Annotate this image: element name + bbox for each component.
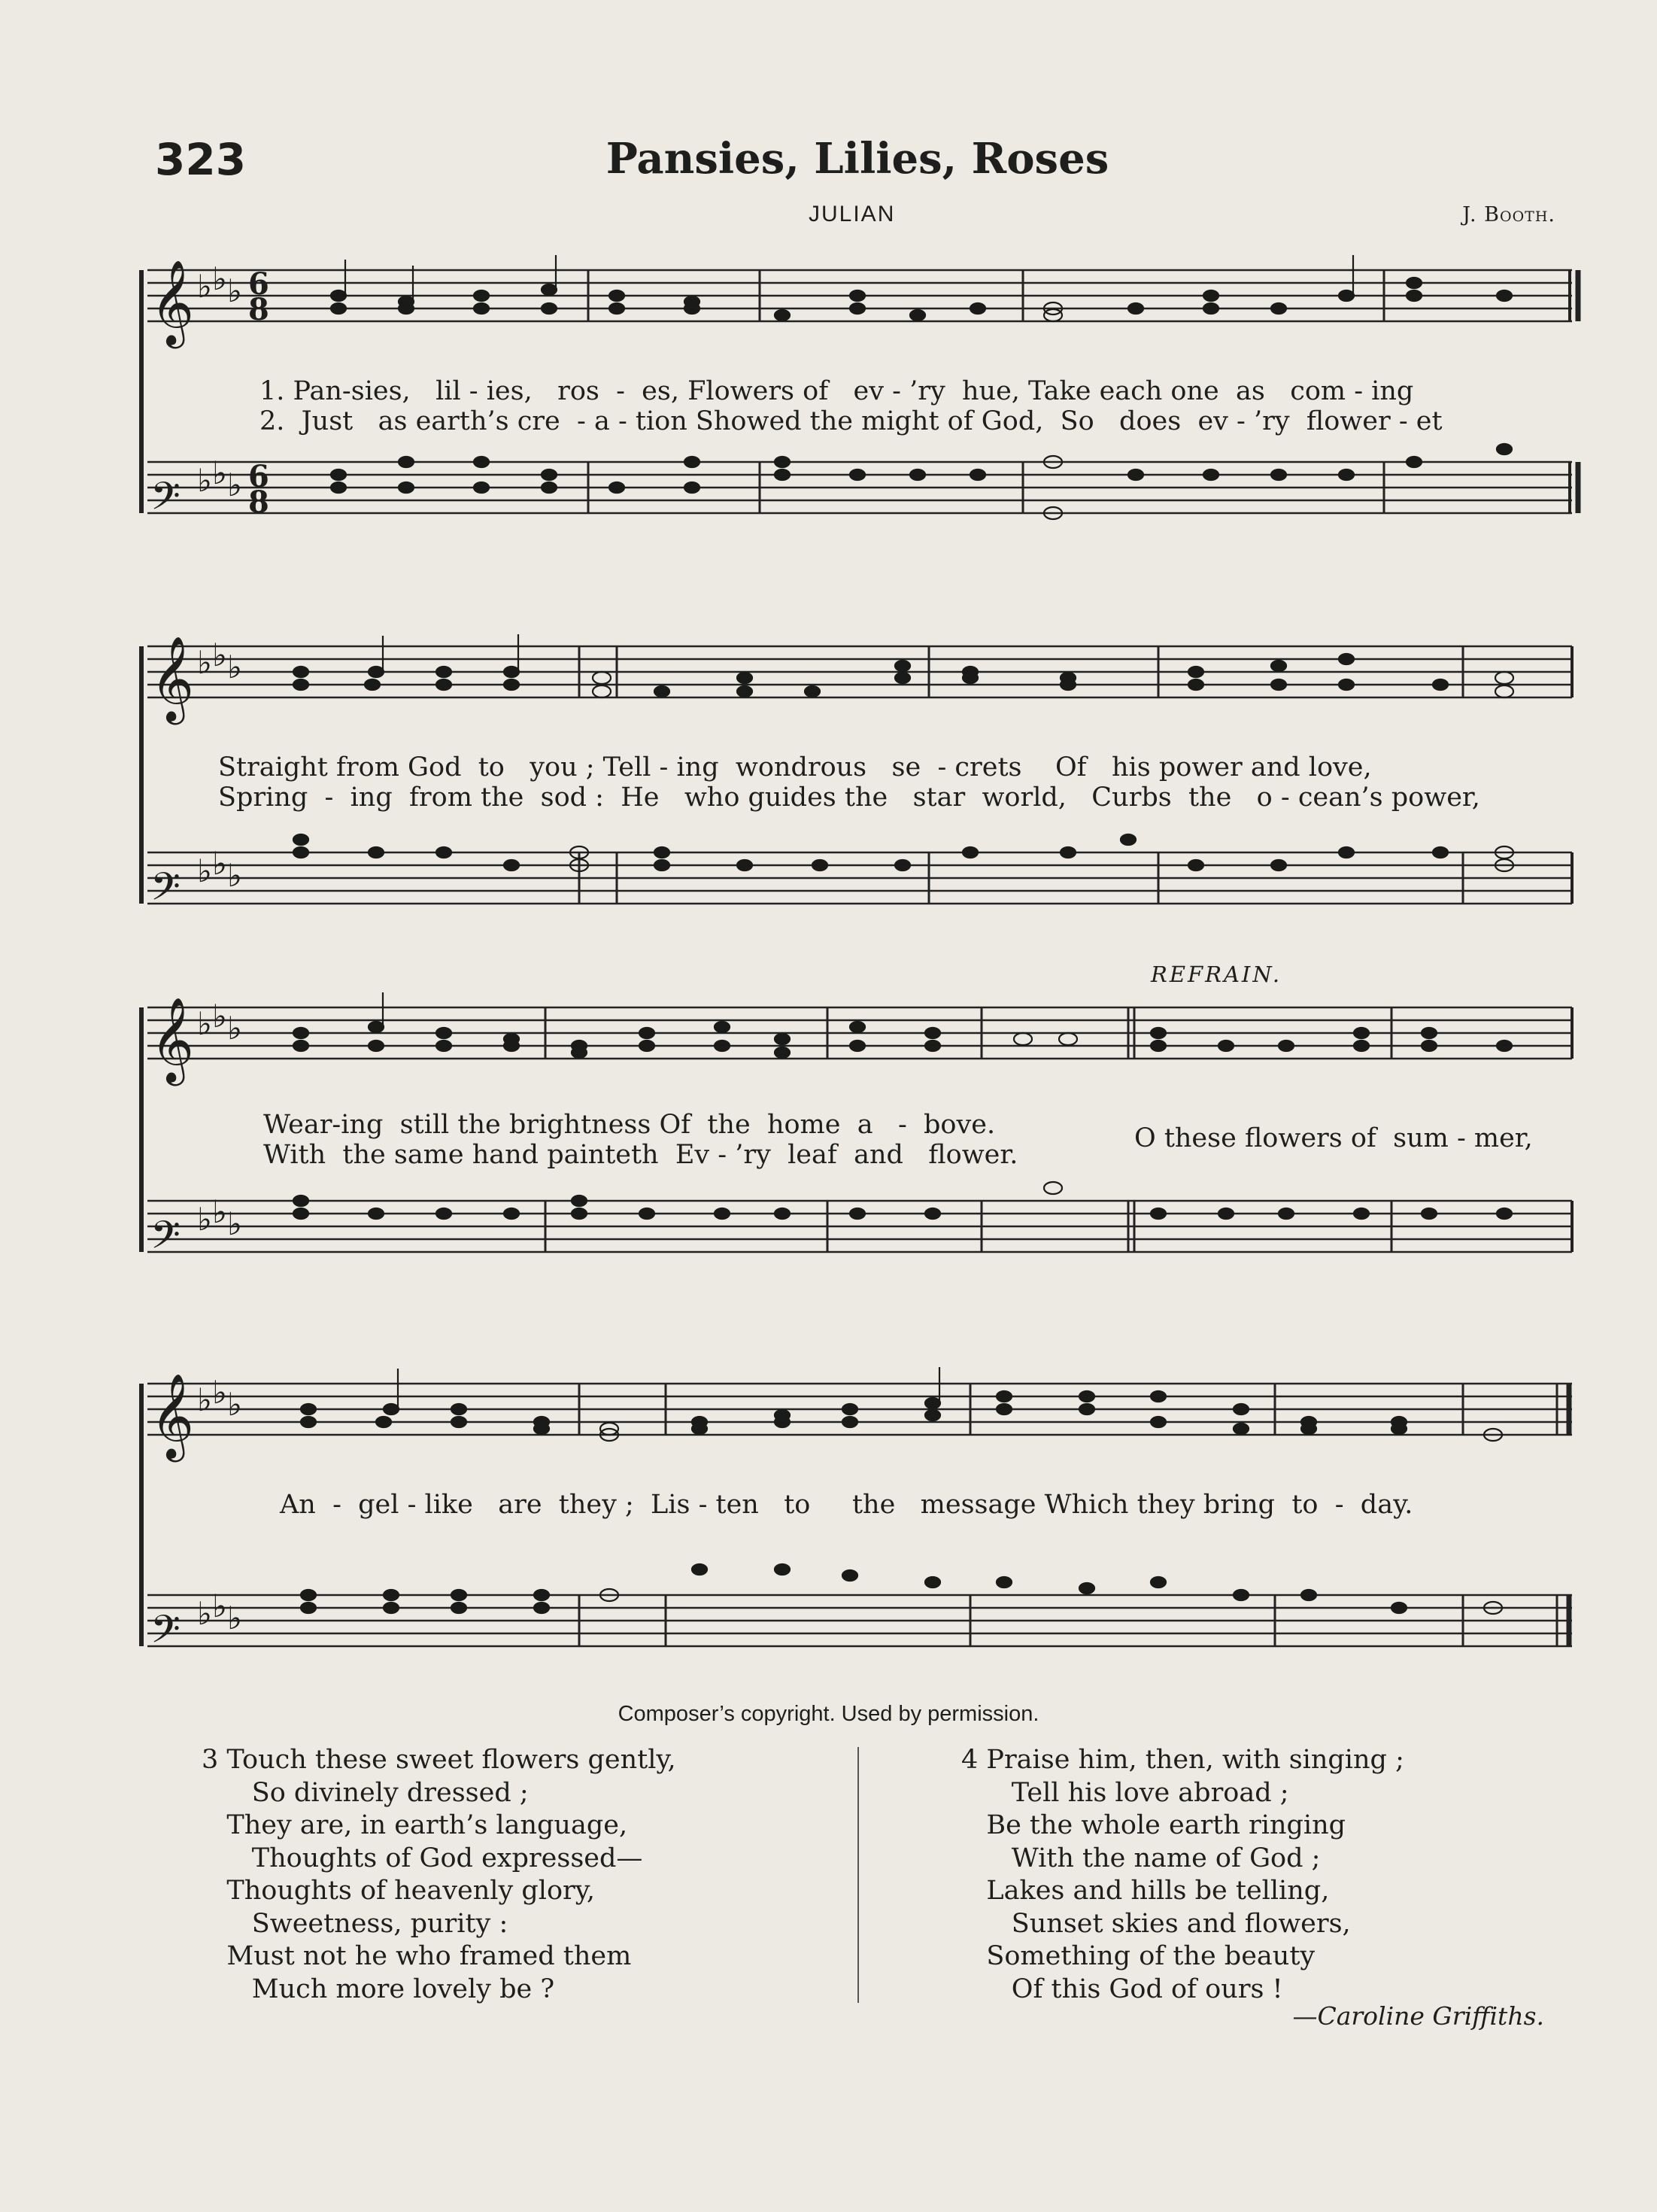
- stanza-line: 4 Praise him, then, with singing ;: [961, 1745, 1404, 1775]
- svg-text:♭: ♭: [227, 857, 242, 894]
- lyric-line-2-2: Spring - ing from the sod : He who guides the star world, Curbs the o - cean’s power,: [218, 782, 1480, 813]
- music-system-4: [0, 1366, 1657, 1682]
- tune-name: JULIAN: [809, 202, 896, 226]
- refrain-label: REFRAIN.: [1151, 962, 1282, 987]
- stanza-line: Sweetness, purity :: [202, 1908, 508, 1939]
- copyright-notice: Composer’s copyright. Used by permission.: [618, 1702, 1039, 1726]
- stanza-4: [961, 1744, 1404, 2006]
- stanza-line: Must not he who framed them: [202, 1941, 632, 1971]
- svg-text:♭: ♭: [197, 852, 212, 889]
- svg-text:8: 8: [248, 485, 269, 520]
- svg-text:♭: ♭: [212, 637, 227, 673]
- svg-text:𝄢: 𝄢: [150, 473, 181, 528]
- svg-text:♭: ♭: [197, 1381, 212, 1418]
- svg-text:𝄞: 𝄞: [150, 1373, 194, 1459]
- svg-text:♭: ♭: [212, 260, 227, 297]
- svg-text:♭: ♭: [212, 845, 227, 882]
- svg-text:♭: ♭: [227, 1386, 242, 1423]
- svg-text:♭: ♭: [197, 268, 212, 305]
- svg-text:𝄢: 𝄢: [150, 864, 181, 919]
- svg-text:♭: ♭: [197, 644, 212, 681]
- stanza-line: Sunset skies and flowers,: [961, 1908, 1351, 1939]
- stanza-line: So divinely dressed ;: [202, 1777, 529, 1808]
- svg-text:♭: ♭: [197, 462, 212, 499]
- lyric-line-3-2: With the same hand painteth Ev - ’ry leaf and flower.: [263, 1140, 1018, 1170]
- lyric-line-3-1: Wear-ing still the brightness Of the home a - bove.: [263, 1110, 996, 1140]
- svg-text:♭: ♭: [227, 649, 242, 685]
- svg-text:♭: ♭: [212, 1374, 227, 1411]
- svg-text:♭: ♭: [197, 1201, 212, 1238]
- stanza-divider: [857, 1747, 859, 2003]
- svg-text:𝄢: 𝄢: [150, 1606, 181, 1661]
- stanza-line: Thoughts of God expressed—: [202, 1843, 643, 1873]
- svg-text:8: 8: [248, 292, 269, 327]
- svg-text:♭: ♭: [212, 1588, 227, 1624]
- stanza-line: Be the whole earth ringing: [961, 1810, 1346, 1840]
- stanza-line: Of this God of ours !: [961, 1973, 1283, 2004]
- refrain-lyric-line: O these flowers of sum - mer,: [1134, 1123, 1533, 1153]
- svg-text:♭: ♭: [212, 1193, 227, 1230]
- lyric-line-2-1: Straight from God to you ; Tell - ing wondrous se - crets Of his power and love,: [218, 752, 1372, 782]
- stanza-line: Much more lovely be ?: [202, 1973, 555, 2004]
- stanza-line: Tell his love abroad ;: [961, 1777, 1289, 1808]
- svg-text:♭: ♭: [212, 454, 227, 491]
- svg-text:6: 6: [248, 266, 269, 302]
- stanza-line: Thoughts of heavenly glory,: [202, 1876, 596, 1906]
- svg-text:𝄞: 𝄞: [150, 636, 194, 722]
- svg-text:♭: ♭: [227, 272, 242, 309]
- svg-text:♭: ♭: [197, 1005, 212, 1042]
- stanza-3: [202, 1744, 676, 2006]
- hymn-number: 323: [155, 134, 247, 185]
- svg-text:♭: ♭: [227, 466, 242, 503]
- stanza-line: They are, in earth’s language,: [202, 1810, 628, 1840]
- svg-text:♭: ♭: [197, 1595, 212, 1632]
- stanza-line: Something of the beauty: [961, 1941, 1316, 1971]
- svg-text:♭: ♭: [212, 998, 227, 1035]
- lyric-line-1-2: 2. Just as earth’s cre - a - tion Showed the might of God, So does ev - ’ry flower - et: [259, 406, 1443, 436]
- svg-text:𝄢: 𝄢: [150, 1212, 181, 1267]
- svg-text:6: 6: [248, 459, 269, 494]
- author-credit: —Caroline Griffiths.: [1292, 2001, 1544, 2031]
- page-header: [150, 128, 1564, 196]
- stanza-line: 3 Touch these sweet flowers gently,: [202, 1745, 676, 1775]
- svg-text:♭: ♭: [227, 1205, 242, 1242]
- svg-text:♭: ♭: [227, 1010, 242, 1047]
- stanza-line: With the name of God ;: [961, 1843, 1321, 1873]
- composer-credit: J. Booth.: [1462, 203, 1555, 226]
- lyric-line-1-1: 1. Pan-sies, lil - ies, ros - es, Flowers of ev - ’ry hue, Take each one as com - ing: [259, 376, 1414, 406]
- svg-text:𝄞: 𝄞: [150, 997, 194, 1083]
- lyric-line-4-1: An - gel - like are they ; Lis - ten to the message Which they bring to - day.: [280, 1490, 1413, 1520]
- hymn-title: Pansies, Lilies, Roses: [605, 134, 1109, 184]
- stanza-line: Lakes and hills be telling,: [961, 1876, 1330, 1906]
- svg-text:♭: ♭: [227, 1600, 242, 1636]
- svg-text:𝄞: 𝄞: [150, 260, 194, 345]
